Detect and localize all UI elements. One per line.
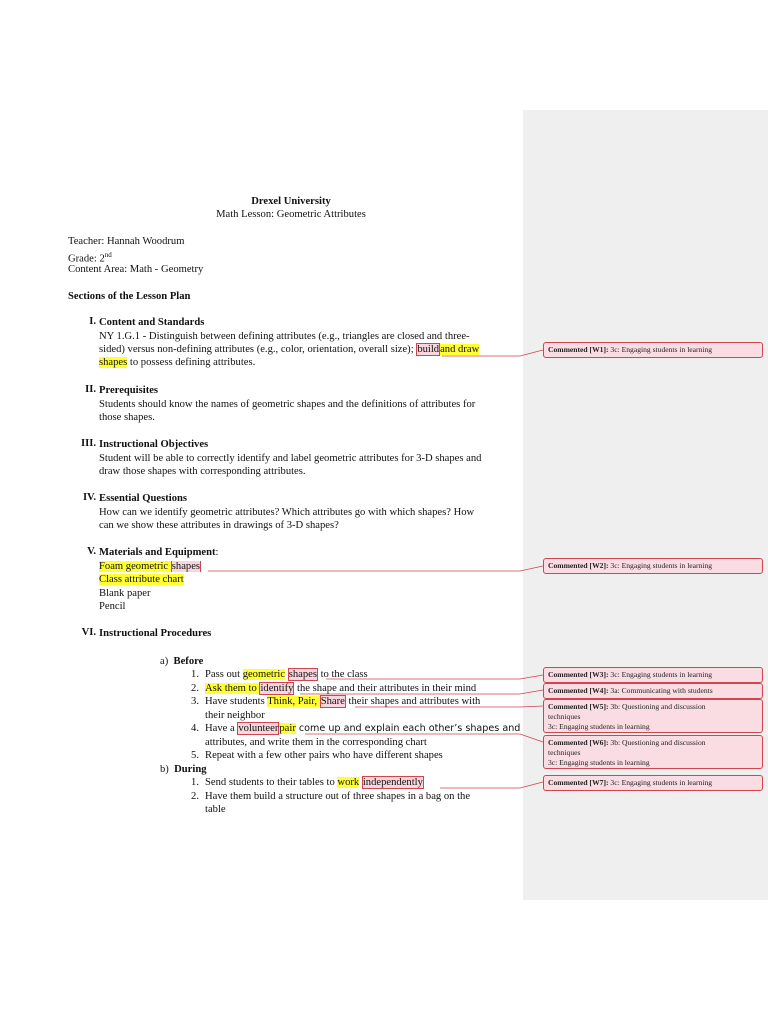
content-area-line: Content Area: Math - Geometry: [68, 264, 204, 275]
list-item: 5. Repeat with a few other pairs who have different shapes: [191, 750, 443, 761]
list-item: 1. Send students to their tables to work independently: [191, 777, 423, 788]
comment-balloon[interactable]: Commented [W2]: 3c: Engaging students in learning: [543, 558, 763, 574]
section-title-procedures: Instructional Procedures: [99, 628, 212, 639]
comment-balloon[interactable]: Commented [W7]: 3c: Engaging students in learning: [543, 775, 763, 791]
university-title: Drexel University: [251, 196, 331, 207]
section-title-essential-questions: Essential Questions: [99, 493, 188, 504]
section-text: NY 1.G.1 - Distinguish between defining attributes (e.g., triangles are closed and three-: [99, 331, 470, 342]
lesson-title: Math Lesson: Geometric Attributes: [216, 209, 366, 220]
comment-balloon[interactable]: Commented [W5]: 3b: Questioning and discussion techniques 3c: Engaging students in learning: [543, 699, 763, 733]
list-item: 3. Have students Think, Pair, Share their shapes and attributes with: [191, 696, 481, 707]
list-item: 4. Have a volunteerpair come up and explain each other’s shapes and: [191, 723, 521, 734]
section-numeral: II.: [85, 384, 96, 395]
section-numeral: III.: [80, 438, 96, 449]
sections-heading: Sections of the Lesson Plan: [68, 291, 191, 302]
comment-balloon[interactable]: Commented [W4]: 3a: Communicating with students: [543, 683, 763, 699]
section-title-prerequisites: Prerequisites: [99, 385, 159, 396]
section-text: those shapes.: [99, 412, 155, 423]
section-numeral: VI.: [81, 627, 96, 638]
material-item: Class attribute chart: [99, 574, 184, 585]
section-text: Students should know the names of geometric shapes and the definitions of attributes for: [99, 399, 476, 410]
section-text: sided) versus non-defining attributes (e.g., color, orientation, overall size); buildand draw: [99, 344, 480, 355]
list-item: 2. Ask them to identify the shape and their attributes in their mind: [191, 683, 477, 694]
section-numeral: IV.: [82, 492, 96, 503]
list-item-continued: table: [205, 804, 226, 815]
section-title-objectives: Instructional Objectives: [99, 439, 209, 450]
comment-balloon[interactable]: Commented [W1]: 3c: Engaging students in learning: [543, 342, 763, 358]
section-text: can we show these attributes in drawings of 3-D shapes?: [99, 520, 339, 531]
section-text: How can we identify geometric attributes? Which attributes go with which shapes? How: [99, 507, 475, 518]
section-title-materials: Materials and Equipment:: [99, 547, 219, 558]
material-item: Pencil: [99, 601, 126, 612]
material-item: Blank paper: [99, 588, 151, 599]
section-text: Student will be able to correctly identify and label geometric attributes for 3-D shapes and: [99, 453, 482, 464]
section-text: draw those shapes with corresponding attributes.: [99, 466, 306, 477]
comment-balloon[interactable]: Commented [W6]: 3b: Questioning and discussion techniques 3c: Engaging students in learning: [543, 735, 763, 769]
list-item-continued: their neighbor: [205, 710, 265, 721]
section-numeral: V.: [87, 546, 96, 557]
list-item-continued: attributes, and write them in the corresponding chart: [205, 737, 427, 748]
subsection-before: a) Before: [160, 656, 204, 667]
section-numeral: I.: [89, 316, 96, 327]
comment-balloon[interactable]: Commented [W3]: 3c: Engaging students in learning: [543, 667, 763, 683]
list-item: 1. Pass out geometric shapes to the class: [191, 669, 368, 680]
subsection-during: b) During: [160, 764, 207, 775]
teacher-line: Teacher: Hannah Woodrum: [68, 236, 185, 247]
list-item: 2. Have them build a structure out of three shapes in a bag on the: [191, 791, 471, 802]
section-text: shapes to possess defining attributes.: [99, 357, 256, 368]
section-title-content-standards: Content and Standards: [99, 317, 205, 328]
material-item: Foam geometric shapes: [99, 561, 201, 572]
grade-line: Grade: 2nd: [68, 251, 112, 265]
